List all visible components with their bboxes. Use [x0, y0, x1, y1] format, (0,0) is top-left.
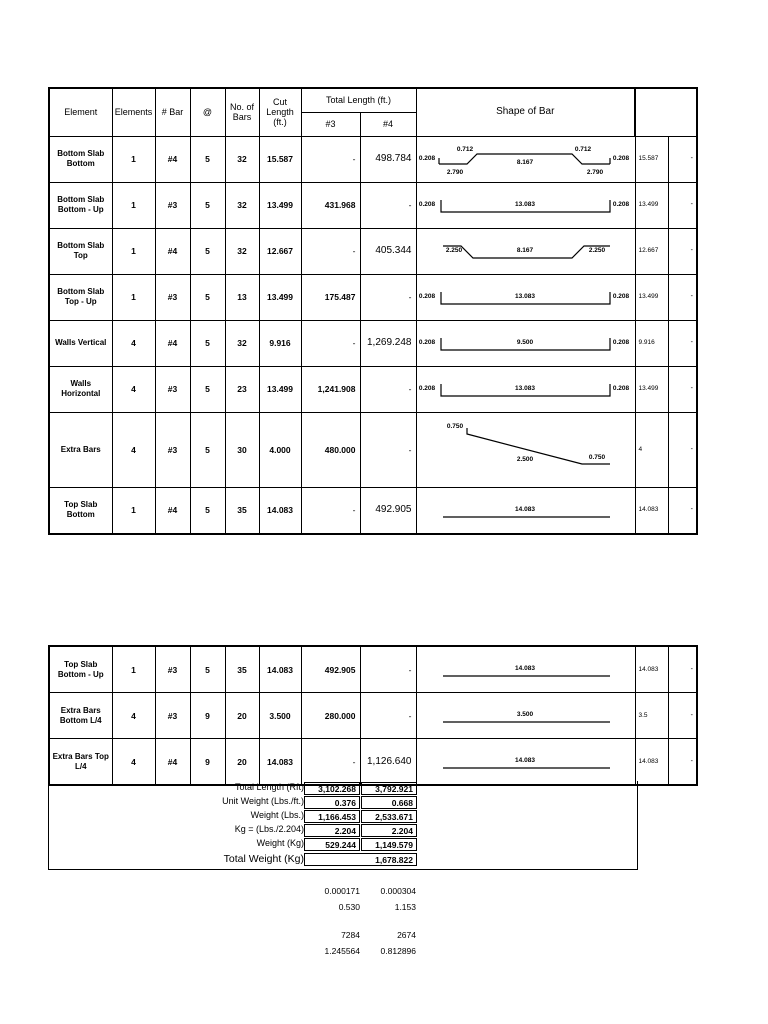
cut-length: 3.500	[259, 693, 301, 739]
elements-count: 1	[112, 136, 155, 182]
extra-value-4: 1.153	[394, 902, 416, 912]
cut-length: 14.083	[259, 739, 301, 786]
dash-cell: -	[668, 487, 697, 534]
elements-count: 1	[112, 228, 155, 274]
summary-value-4: 1,149.579	[361, 838, 417, 851]
total-length-3: 480.000	[301, 412, 360, 487]
bar-shape	[416, 366, 635, 412]
bar-count: 13	[225, 274, 259, 320]
bar-shape	[416, 412, 635, 487]
extra-value-3: 1.245564	[324, 946, 360, 956]
summary-value-3: 0.376	[304, 796, 360, 809]
elements-count: 1	[112, 487, 155, 534]
svg-text:14.083: 14.083	[514, 757, 535, 764]
side-length: 14.083	[635, 487, 668, 534]
cut-length: 13.499	[259, 274, 301, 320]
cut-length: 14.083	[259, 487, 301, 534]
summary-value-4: 2,533.671	[361, 810, 417, 823]
bar-shape-icon	[417, 137, 635, 182]
table-row	[49, 739, 697, 786]
bar-count: 35	[225, 646, 259, 693]
header-bar: # Bar	[155, 88, 190, 136]
side-length: 15.587	[635, 136, 668, 182]
cut-length: 13.499	[259, 182, 301, 228]
table-row	[49, 487, 697, 534]
summary-value-4: 0.668	[361, 796, 417, 809]
element-name: Extra Bars Top L/4	[49, 739, 112, 786]
extra-value-4: 0.812896	[380, 946, 416, 956]
side-length: 3.5	[635, 693, 668, 739]
spacing: 5	[190, 320, 225, 366]
total-length-4: -	[360, 693, 416, 739]
table-row	[49, 274, 697, 320]
element-name: Bottom Slab Bottom	[49, 136, 112, 182]
elements-count: 4	[112, 320, 155, 366]
spacing: 5	[190, 228, 225, 274]
svg-text:0.712: 0.712	[574, 145, 591, 153]
bar-shape	[416, 274, 635, 320]
header-element: Element	[49, 88, 112, 136]
dash-cell: -	[668, 274, 697, 320]
cut-length: 15.587	[259, 136, 301, 182]
total-length-3: -	[301, 320, 360, 366]
bar-shape-icon	[417, 367, 635, 412]
side-length: 14.083	[635, 646, 668, 693]
spacing: 5	[190, 646, 225, 693]
svg-text:0.750: 0.750	[588, 453, 605, 461]
total-length-3: -	[301, 136, 360, 182]
total-length-3: 431.968	[301, 182, 360, 228]
spacing: 5	[190, 274, 225, 320]
extra-value-3: 0.000171	[324, 886, 360, 896]
bar-shape	[416, 693, 635, 739]
side-length: 13.499	[635, 182, 668, 228]
header-col4: #4	[360, 112, 416, 136]
total-weight-value: 1,678.822	[304, 853, 417, 866]
bar-shape-icon	[417, 413, 635, 487]
dash-cell: -	[668, 412, 697, 487]
summary-value-4: 3,792.921	[361, 782, 417, 795]
summary-value-4: 2.204	[361, 824, 417, 837]
bar-count: 32	[225, 228, 259, 274]
svg-text:0.208: 0.208	[418, 338, 435, 346]
cut-length: 14.083	[259, 646, 301, 693]
svg-text:0.208: 0.208	[612, 200, 629, 208]
summary-label: Kg = (Lbs./2.204)	[234, 824, 304, 834]
table-row	[49, 320, 697, 366]
elements-count: 4	[112, 693, 155, 739]
spacing: 9	[190, 739, 225, 786]
summary-frame	[48, 781, 638, 870]
side-length: 12.667	[635, 228, 668, 274]
bar-shape-icon	[417, 647, 635, 692]
bar-count: 30	[225, 412, 259, 487]
bar-count: 32	[225, 182, 259, 228]
bar-count: 20	[225, 693, 259, 739]
cut-length: 9.916	[259, 320, 301, 366]
dash-cell: -	[668, 739, 697, 786]
total-length-4: 498.784	[360, 136, 416, 182]
element-name: Top Slab Bottom - Up	[49, 646, 112, 693]
bar-shape	[416, 320, 635, 366]
table-row	[49, 136, 697, 182]
bar-shape	[416, 136, 635, 182]
svg-text:2.250: 2.250	[588, 246, 605, 254]
table-row	[49, 182, 697, 228]
header-shape: Shape of Bar	[416, 88, 635, 136]
bar-size: #3	[155, 412, 190, 487]
dash-cell: -	[668, 646, 697, 693]
dash-cell: -	[668, 320, 697, 366]
total-length-4: 405.344	[360, 228, 416, 274]
header-no-of-bars: No. of Bars	[225, 88, 259, 136]
bar-count: 32	[225, 320, 259, 366]
element-name: Extra Bars Bottom L/4	[49, 693, 112, 739]
bar-size: #3	[155, 182, 190, 228]
table-row	[49, 366, 697, 412]
bar-shape-icon	[417, 321, 635, 366]
total-length-3: 1,241.908	[301, 366, 360, 412]
side-length: 14.083	[635, 739, 668, 786]
dash-cell: -	[668, 136, 697, 182]
element-name: Bottom Slab Bottom - Up	[49, 182, 112, 228]
bar-shape	[416, 228, 635, 274]
total-length-4: 492.905	[360, 487, 416, 534]
total-length-3: 492.905	[301, 646, 360, 693]
table-row	[49, 693, 697, 739]
svg-text:0.750: 0.750	[446, 422, 463, 430]
bar-shape-icon	[417, 693, 635, 738]
summary-label: Total Length (Rft)	[234, 782, 304, 792]
summary-label: Weight (Kg)	[256, 838, 304, 848]
dash-cell: -	[668, 228, 697, 274]
bar-size: #3	[155, 693, 190, 739]
spacing: 9	[190, 693, 225, 739]
total-length-4: 1,126.640	[360, 739, 416, 786]
elements-count: 1	[112, 646, 155, 693]
spacing: 5	[190, 136, 225, 182]
cut-length: 13.499	[259, 366, 301, 412]
bar-count: 35	[225, 487, 259, 534]
total-length-3: -	[301, 487, 360, 534]
blank-cell	[635, 88, 668, 136]
bar-shape-icon	[417, 275, 635, 320]
bar-schedule-table-continued	[48, 645, 698, 786]
svg-text:8.167: 8.167	[516, 158, 533, 166]
header-at: @	[190, 88, 225, 136]
extra-value-4: 0.000304	[380, 886, 416, 896]
element-name: Extra Bars	[49, 412, 112, 487]
svg-text:2.250: 2.250	[445, 246, 462, 254]
spacing: 5	[190, 487, 225, 534]
bar-size: #3	[155, 646, 190, 693]
bar-size: #4	[155, 487, 190, 534]
summary-value-3: 2.204	[304, 824, 360, 837]
svg-text:14.083: 14.083	[514, 665, 535, 672]
svg-text:0.208: 0.208	[612, 154, 629, 162]
bar-size: #4	[155, 320, 190, 366]
svg-text:0.208: 0.208	[418, 200, 435, 208]
extra-value-4: 2674	[397, 930, 416, 940]
total-length-3: 280.000	[301, 693, 360, 739]
elements-count: 1	[112, 182, 155, 228]
element-name: Walls Vertical	[49, 320, 112, 366]
dash-cell: -	[668, 182, 697, 228]
bar-count: 23	[225, 366, 259, 412]
table-row	[49, 228, 697, 274]
spacing: 5	[190, 182, 225, 228]
svg-text:9.500: 9.500	[516, 338, 533, 346]
svg-text:0.208: 0.208	[418, 154, 435, 162]
bar-size: #4	[155, 228, 190, 274]
bar-shape-icon	[417, 488, 635, 533]
bar-shape-icon	[417, 739, 635, 784]
blank-cell	[668, 88, 697, 136]
side-length: 9.916	[635, 320, 668, 366]
header-col3: #3	[301, 112, 360, 136]
spacing: 5	[190, 412, 225, 487]
element-name: Bottom Slab Top - Up	[49, 274, 112, 320]
svg-text:13.083: 13.083	[514, 200, 535, 208]
total-length-3: -	[301, 739, 360, 786]
cut-length: 12.667	[259, 228, 301, 274]
side-length: 13.499	[635, 366, 668, 412]
total-length-4: -	[360, 182, 416, 228]
total-length-3: -	[301, 228, 360, 274]
total-length-4: -	[360, 412, 416, 487]
elements-count: 1	[112, 274, 155, 320]
cut-length: 4.000	[259, 412, 301, 487]
summary-label: Unit Weight (Lbs./ft.)	[222, 796, 304, 806]
svg-text:8.167: 8.167	[516, 246, 533, 254]
bar-shape-icon	[417, 183, 635, 228]
bar-shape-icon	[417, 229, 635, 274]
bar-shape	[416, 739, 635, 786]
extra-value-3: 0.530	[338, 902, 360, 912]
summary-value-3: 3,102.268	[304, 782, 360, 795]
svg-text:0.208: 0.208	[612, 338, 629, 346]
bar-schedule-table	[48, 87, 698, 535]
table-row	[49, 412, 697, 487]
element-name: Bottom Slab Top	[49, 228, 112, 274]
spacing: 5	[190, 366, 225, 412]
dash-cell: -	[668, 366, 697, 412]
elements-count: 4	[112, 739, 155, 786]
element-name: Top Slab Bottom	[49, 487, 112, 534]
summary-value-3: 1,166.453	[304, 810, 360, 823]
bar-shape	[416, 646, 635, 693]
total-length-4: -	[360, 274, 416, 320]
summary-label: Weight (Lbs.)	[250, 810, 304, 820]
table-row	[49, 646, 697, 693]
svg-text:0.712: 0.712	[456, 145, 473, 153]
bar-shape	[416, 182, 635, 228]
svg-text:13.083: 13.083	[514, 384, 535, 392]
svg-text:0.208: 0.208	[612, 384, 629, 392]
extra-value-3: 7284	[341, 930, 360, 940]
header-elements: Elements	[112, 88, 155, 136]
bar-size: #3	[155, 274, 190, 320]
svg-text:13.083: 13.083	[514, 292, 535, 300]
svg-text:14.083: 14.083	[514, 505, 535, 513]
svg-text:2.790: 2.790	[586, 168, 603, 176]
elements-count: 4	[112, 412, 155, 487]
dash-cell: -	[668, 693, 697, 739]
bar-shape	[416, 487, 635, 534]
bar-size: #4	[155, 739, 190, 786]
summary-value-3: 529.244	[304, 838, 360, 851]
bar-size: #3	[155, 366, 190, 412]
svg-text:3.500: 3.500	[516, 711, 533, 718]
elements-count: 4	[112, 366, 155, 412]
header-cut-length: Cut Length (ft.)	[259, 88, 301, 136]
svg-text:0.208: 0.208	[612, 292, 629, 300]
total-length-4: -	[360, 366, 416, 412]
bar-size: #4	[155, 136, 190, 182]
side-length: 13.499	[635, 274, 668, 320]
svg-text:2.500: 2.500	[516, 455, 533, 463]
bar-count: 32	[225, 136, 259, 182]
svg-text:0.208: 0.208	[418, 384, 435, 392]
total-length-3: 175.487	[301, 274, 360, 320]
side-length: 4	[635, 412, 668, 487]
element-name: Walls Horizontal	[49, 366, 112, 412]
total-weight-label: Total Weight (Kg)	[223, 853, 304, 865]
header-total-length: Total Length (ft.)	[301, 88, 416, 112]
total-length-4: -	[360, 646, 416, 693]
bar-count: 20	[225, 739, 259, 786]
svg-text:2.790: 2.790	[446, 168, 463, 176]
svg-text:0.208: 0.208	[418, 292, 435, 300]
total-length-4: 1,269.248	[360, 320, 416, 366]
